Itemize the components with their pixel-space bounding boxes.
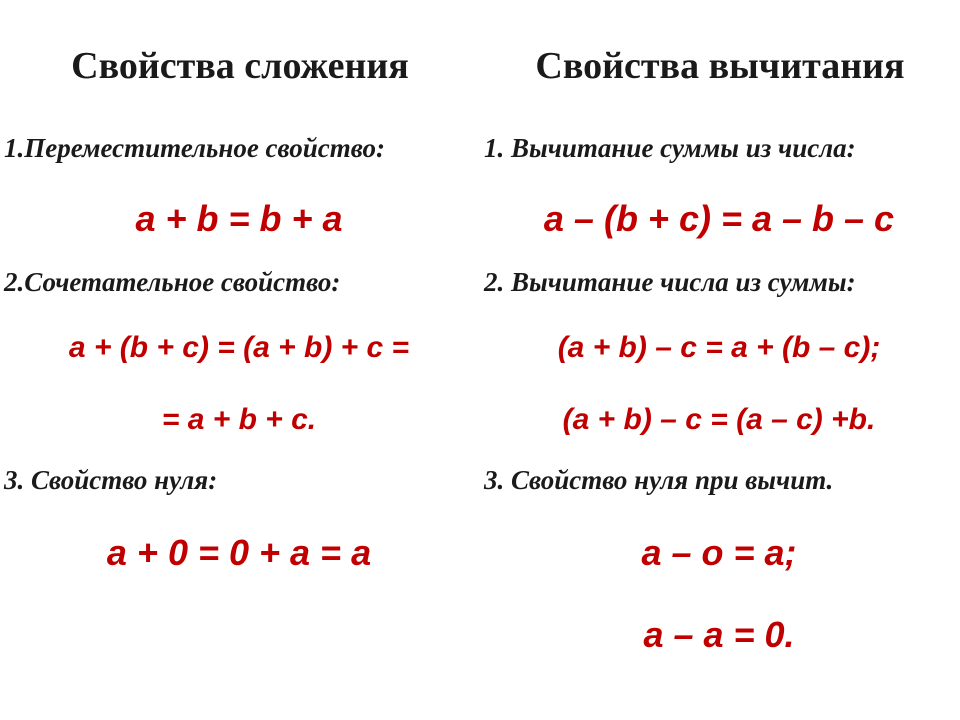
- number-from-sum-formula-1: (a + b) – c = a + (b – c);: [557, 331, 881, 364]
- subtraction-property-3-label: 3. Свойство нуля при вычит.: [484, 465, 834, 495]
- addition-property-1-label: 1.Переместительное свойство:: [4, 133, 385, 163]
- zero-subtraction-formula-2: a – a = 0.: [643, 614, 795, 655]
- addition-heading: Свойства сложения: [71, 45, 409, 87]
- associative-formula-line-1: a + (b + c) = (a + b) + c =: [68, 331, 410, 364]
- zero-addition-formula: a + 0 = 0 + a = a: [106, 532, 372, 573]
- subtraction-heading: Свойства вычитания: [535, 45, 905, 87]
- addition-property-3-label: 3. Свойство нуля:: [4, 465, 218, 495]
- zero-subtraction-formula-1: a – o = a;: [641, 532, 797, 573]
- subtraction-property-2-label: 2. Вычитание числа из суммы:: [484, 267, 856, 297]
- sum-from-number-formula: a – (b + c) = a – b – c: [543, 198, 895, 239]
- number-from-sum-formula-2: (a + b) – c = (a – c) +b.: [562, 403, 876, 436]
- commutative-formula: a + b = b + a: [135, 198, 343, 239]
- subtraction-property-1-label: 1. Вычитание суммы из числа:: [484, 133, 856, 163]
- associative-formula-line-2: = a + b + c.: [161, 403, 317, 436]
- addition-property-2-label: 2.Сочетательное свойство:: [4, 267, 341, 297]
